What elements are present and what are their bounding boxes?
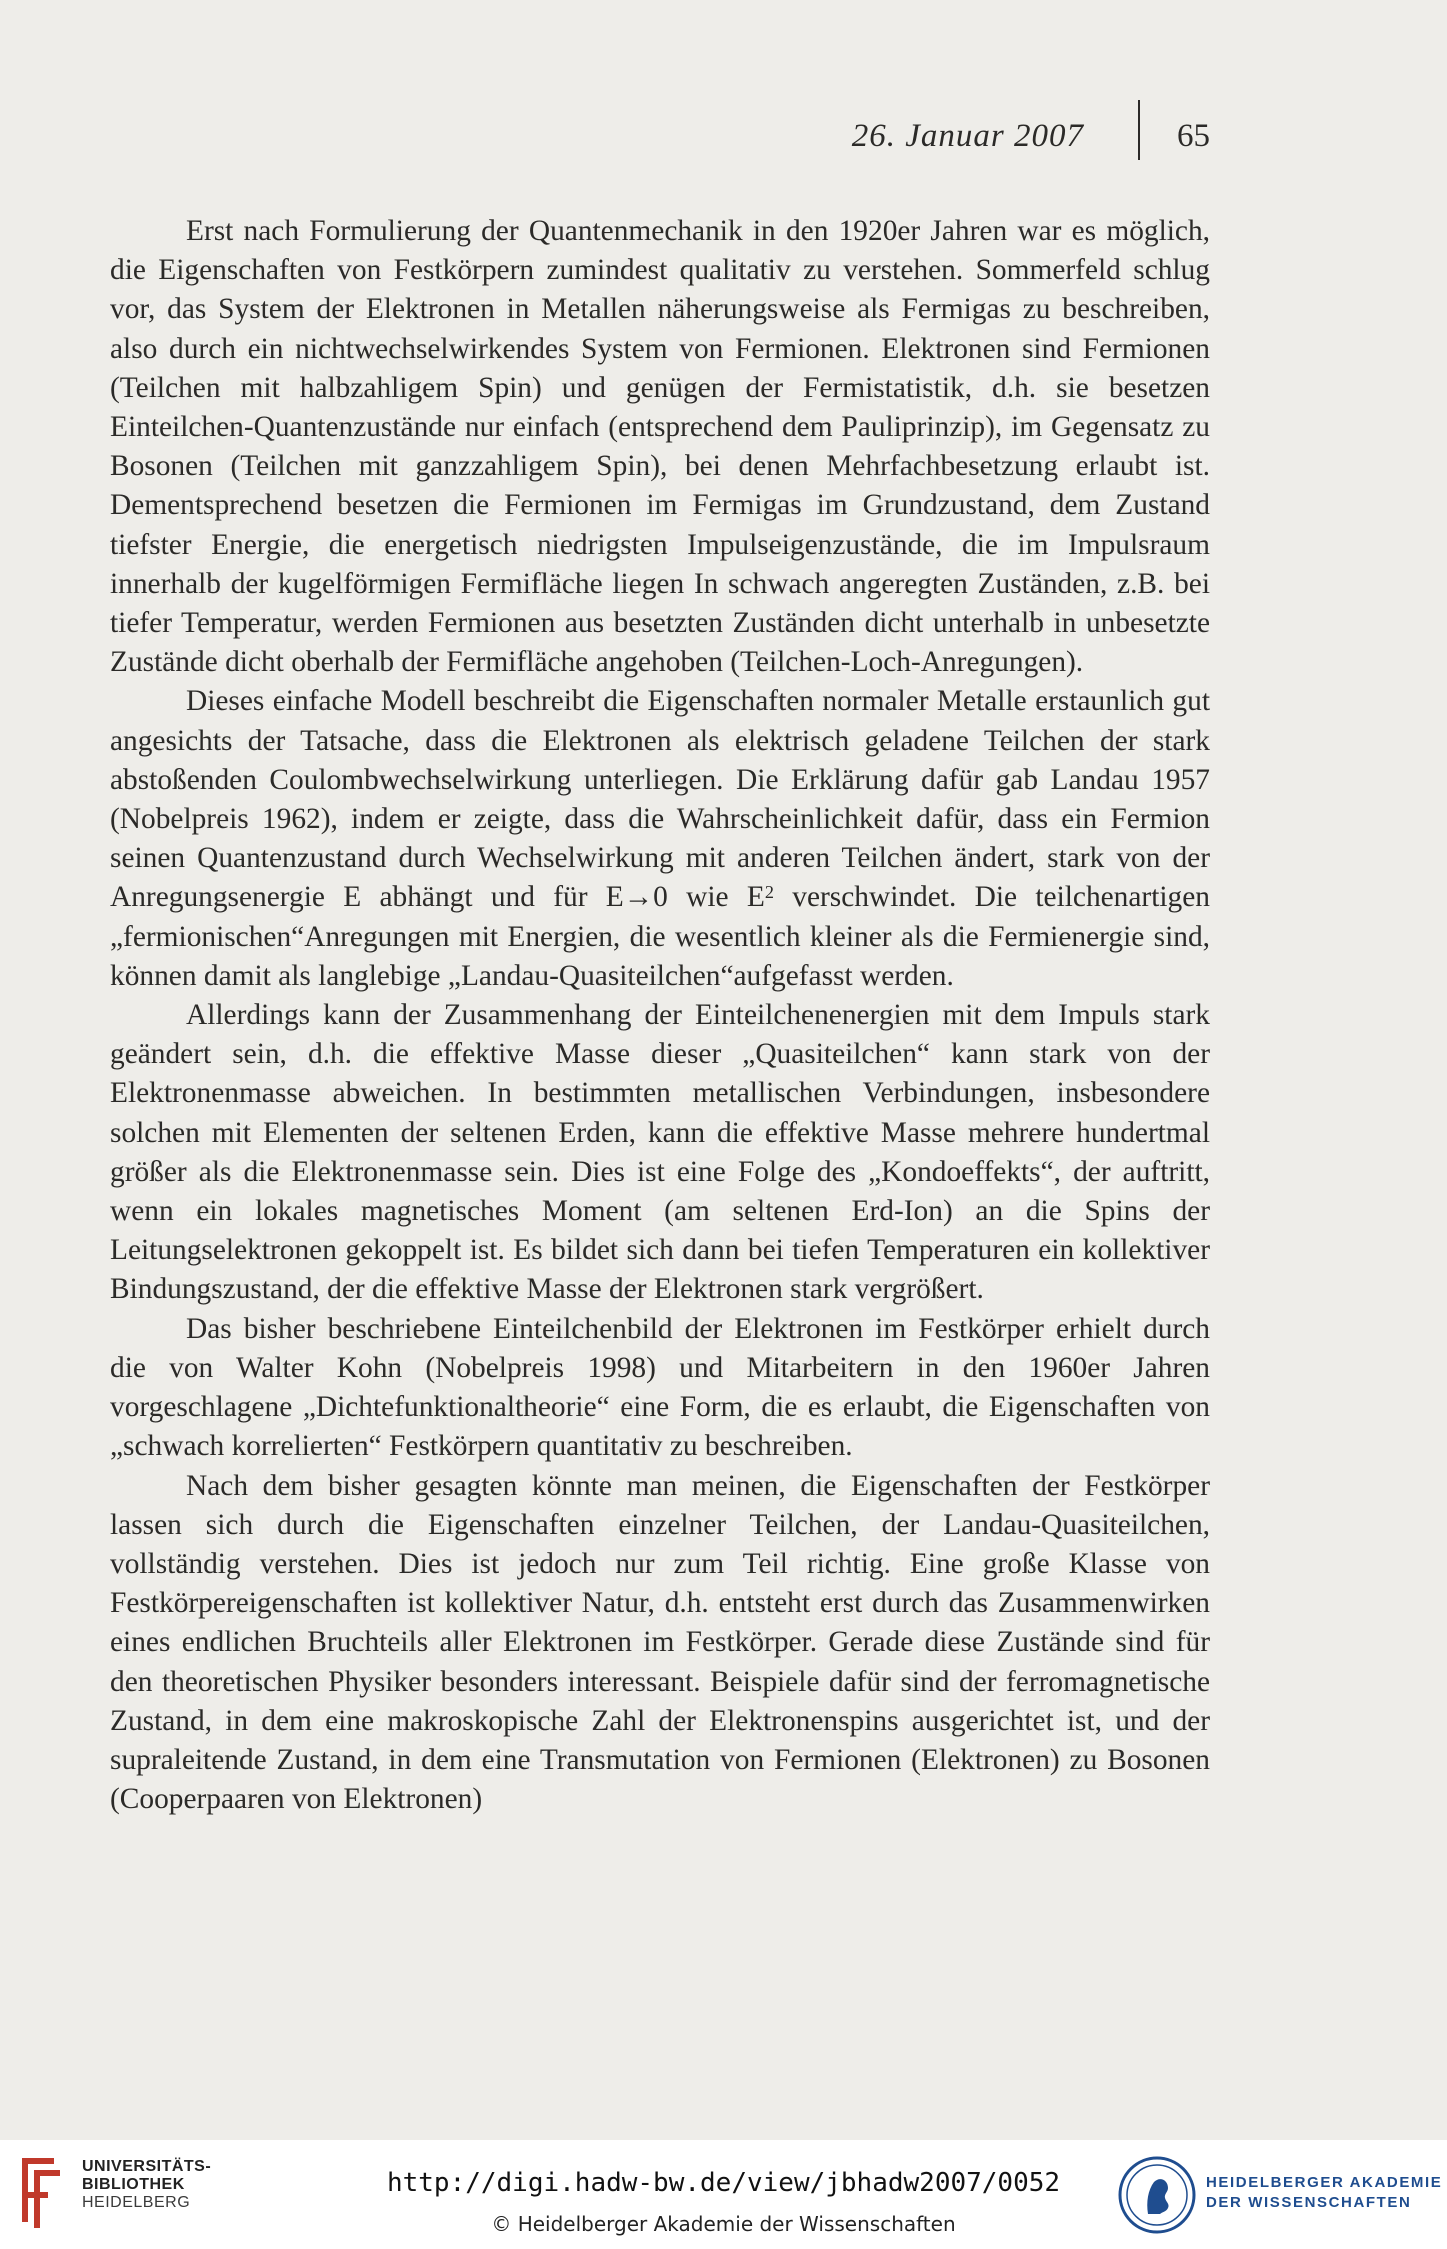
academy-name-line2: DER WISSENSCHAFTEN <box>1206 2194 1412 2211</box>
library-name-line2: BIBLIOTHEK <box>82 2176 185 2193</box>
copyright-notice: © Heidelberger Akademie der Wissenschaften <box>491 2212 956 2236</box>
library-name-line3: HEIDELBERG <box>82 2194 191 2211</box>
academy-seal-icon[interactable] <box>1118 2156 1196 2234</box>
body-text <box>110 212 1210 1819</box>
header-date: 26. Januar 2007 <box>851 118 1084 154</box>
paragraph-fermigas: Erst nach Formulierung der Quantenmechanik in den 1920er Jahren war es möglich, die Eigenschaften von Festkörpern zumindest qualitativ zu verstehen. Sommerfeld schlug vor, das System der Elektronen in Metallen näherungsweise als Fermigas zu beschreiben, also durch ein nichtwechselwirkendes System von Fermionen. Elektronen sind Fermionen (Teilchen mit halbzahligem Spin) und genügen der Fermistatistik, d.h. sie besetzen Einteilchen-Quantenzustände nur einfach (entsprechend dem Pauliprinzip), im Gegensatz zu Bosonen (Teilchen mit ganzzahligem Spin), bei denen Mehrfachbesetzung erlaubt ist. Dementsprechend besetzen die Fermionen im Fermigas im Grundzustand, dem Zustand tiefster Energie, die energetisch niedrigsten Impulseigenzustände, die im Impulsraum innerhalb der kugelförmigen Fermifläche liegen In schwach angeregten Zuständen, z.B. bei tiefer Temperatur, werden Fermionen aus besetzten Zuständen dicht unterhalb in unbesetzte Zustände dicht oberhalb der Fermifläche angehoben (Teilchen-Loch-Anregungen). <box>110 215 1210 679</box>
paragraph-kondo: Allerdings kann der Zusammenhang der Einteilchenenergien mit dem Impuls stark geändert sein, d.h. die effektive Masse dieser „Quasiteilchen“ kann stark von der Elektronenmasse abweichen. In bestimmten metallischen Verbindungen, insbesondere solchen mit Elementen der seltenen Erden, kann die effektive Masse mehrere hundertmal größer als die Elektronenmasse sein. Dies ist eine Folge des „Kondoeffekts“, der auftritt, wenn ein lokales magnetisches Moment (am seltenen Erd-Ion) an die Spins der Leitungselektronen gekoppelt ist. Es bildet sich dann bei tiefen Temperaturen ein kollektiver Bindungszustand, der die effektive Masse der Elektronen stark vergrößert. <box>110 999 1210 1306</box>
paragraph-kollektiv: Nach dem bisher gesagten könnte man meinen, die Eigenschaften der Festkörper lassen sich durch die Eigenschaften einzelner Teilchen, der Landau-Quasiteilchen, vollständig verstehen. Dies ist jedoch nur zum Teil richtig. Eine große Klasse von Festkörpereigenschaften ist kollektiver Natur, d.h. entsteht erst durch das Zusammenwirken eines endlichen Bruchteils aller Elektronen im Festkörper. Gerade diese Zustände sind für den theoretischen Physiker besonders interessant. Beispiele dafür sind der ferromagnetische Zustand, in dem eine makroskopische Zahl der Elektronenspins ausgerichtet ist, und der supraleitende Zustand, in dem eine Transmutation von Fermionen (Elektronen) zu Bosonen (Cooperpaaren von Elektronen) <box>110 1469 1210 1816</box>
paragraph-landau-text-1: Dieses einfache Modell beschreibt die Eigenschaften normaler Metalle erstaunlich gut angesichts der Tatsache, dass die Elektronen als elektrisch geladene Teilchen der stark abstoßenden Coulombwechselwirkung unterliegen. Die Erklärung dafür gab Landau 1957 (Nobelpreis 1962), indem er zeigte, dass die Wahrscheinlichkeit dafür, dass ein Fermion seinen Quantenzustand durch Wechselwirkung mit anderen Teilchen ändert, stark von der Anregungsenergie E abhängt und für E→0 wie E <box>110 685 1210 914</box>
running-header <box>110 118 1210 158</box>
page-number: 65 <box>1177 118 1210 154</box>
paragraph-landau <box>110 682 1210 996</box>
academy-name-line1: HEIDELBERGER AKADEMIE <box>1206 2174 1443 2191</box>
header-divider <box>1138 100 1140 160</box>
permalink-url[interactable]: http://digi.hadw-bw.de/view/jbhadw2007/0052 <box>386 2168 1061 2198</box>
energy-exponent: 2 <box>764 882 774 903</box>
digitization-footer <box>0 2140 1447 2249</box>
library-name-line1: UNIVERSITÄTS- <box>82 2158 212 2175</box>
paragraph-dichtefunktional: Das bisher beschriebene Einteilchenbild der Elektronen im Festkörper erhielt durch die von Walter Kohn (Nobelpreis 1998) und Mitarbeitern in den 1960er Jahren vorgeschlagene „Dichtefunktionaltheorie“ eine Form, die es erlaubt, die Eigenschaften von „schwach korrelierten“ Festkörpern quantitativ zu beschreiben. <box>110 1312 1210 1463</box>
academy-name[interactable] <box>1206 2173 1442 2213</box>
paragraph-landau-text-2: verschwindet. Die teilchenartigen „fermionischen“Anregungen mit Energien, die wesentlich kleiner als die Fermienergie sind, können damit als langlebige „Landau-Quasiteilchen“aufgefasst werden. <box>110 881 1210 992</box>
